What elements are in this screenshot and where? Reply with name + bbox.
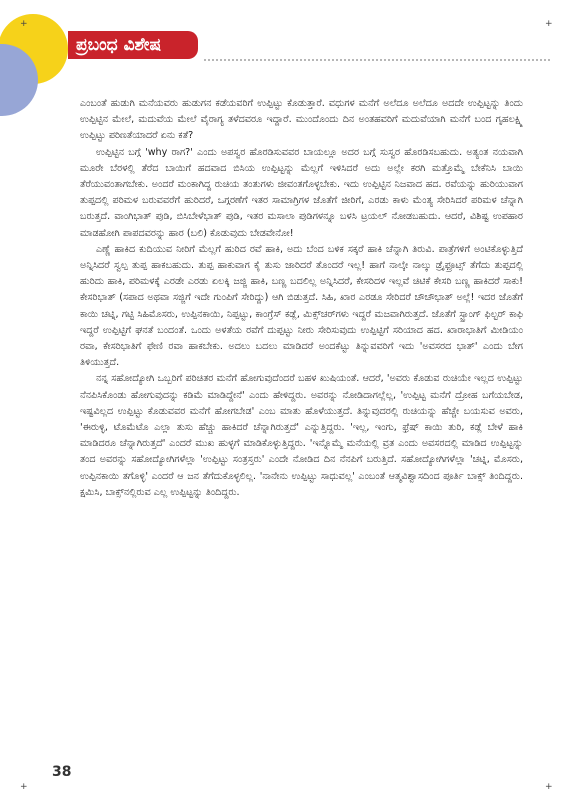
- crop-mark-top-left: +: [20, 19, 28, 29]
- article-body: [80, 96, 523, 501]
- crop-mark-bottom-right: +: [545, 782, 553, 792]
- crop-mark-bottom-left: +: [20, 782, 28, 792]
- header-dotted-rule: [204, 59, 550, 61]
- article-paragraph: ಉಪ್ಪಿಟ್ಟಿನ ಬಗ್ಗೆ 'why ರಾಗ?' ಎಂದು ಅಪಸ್ವರ ಹೊರಡಿಸುವವರ ಬಾಯಲ್ಲೂ ಅದರ ಬಗ್ಗೆ ಸುಸ್ವರ ಹೊರಡಿಸಬಹುದು. ಅತ್ಯಂತ ನಯವಾಗಿ ಮೂರೇ ಬೆರಳಲ್ಲಿ ತೆರೆದ ಬಾಯಿಗೆ ಹದವಾದ ಬಿಸಿಯ ಉಪ್ಪಿಟ್ಟನ್ನು ಮೆಲ್ಲಗೆ ಇಳಿಸಿದರೆ ಅದು ಅಲ್ಲೇ ಕರಗಿ ಮತ್ತೊಮ್ಮೆ ಬೇಕೆನಿಸಿ ಬಾಯಿ ತೆರೆಯುವಂತಾಗಬೇಕು. ಅಂದರೆ ಮಂಕಾಗಿದ್ದ ರುಚಿಯ ತಂತುಗಳು ಜೀವಂತಗೊಳ್ಳಬೇಕು. ಇದು ಉಪ್ಪಿಟ್ಟಿನ ನಿಜವಾದ ಹದ. ರವೆಯನ್ನು ಹುರಿಯುವಾಗ ತುಪ್ಪದಲ್ಲಿ ಪರಿಮಳ ಬರುವವರೆಗೆ ಹುರಿದರೆ, ಒಗ್ಗರಣೆಗೆ ಇತರ ಸಾಮಾಗ್ರಿಗಳ ಜೊತೆಗೆ ಜೀರಿಗೆ, ಎರಡು ಕಾಳು ಮೆಂತ್ಯ ಸೇರಿಸಿದರೆ ಪರಿಮಳ ಚೆನ್ನಾಗಿ ಬರುತ್ತದೆ. ವಾಂಗಿಭಾತ್ ಪುಡಿ, ಬಿಸಿಬೇಳೆಭಾತ್ ಪುಡಿ, ಇತರ ಮಸಾಲಾ ಪುಡಿಗಳನ್ನೂ ಬಳಸಿ ಟ್ರಯಲ್ ನೋಡಬಹುದು. ಆದರೆ, ವಿಶಿಷ್ಟ ಉಪಹಾರ ಮಾಡಹೋಗಿ ಪಾಪದವರನ್ನು ಹಾರ (ಬಲಿ) ಕೊಡುವುದು ಬೇಡವೇನೋ!: [80, 146, 523, 239]
- article-paragraph: ನನ್ನ ಸಹೋದ್ಯೋಗಿ ಒಬ್ಬರಿಗೆ ಪರಿಚಿತರ ಮನೆಗೆ ಹೋಗುವುದೆಂದರೆ ಬಹಳ ಖುಷಿಯಂತೆ. ಆದರೆ, 'ಅವರು ಕೊಡುವ ರುಚಿಯೇ ಇಲ್ಲದ ಉಪ್ಪಿಟ್ಟು ನೆನಪಿಸಿಕೊಂಡು ಹೋಗುವುದನ್ನು ಕಡಿಮೆ ಮಾಡಿದ್ದೇನೆ' ಎಂದು ಹೇಳಿದ್ದರು. ಅವರನ್ನು ನೋಡಿದಾಗಲ್ಲೆಲ್ಲ, 'ಉಪ್ಪಿಟ್ಟ ಮನೆಗೆ ದ್ರೋಹ ಬಗೆಯಬೇಡ, ಇಷ್ಟವಿಲ್ಲದ ಉಪ್ಪಿಟ್ಟು ಕೊಡುವವರ ಮನೆಗೆ ಹೋಗಬೇಡ' ಎಂಬ ಮಾತು ಹೊಳೆಯುತ್ತದೆ. ತಿನ್ನುವುದರಲ್ಲಿ ರುಚಿಯನ್ನು ಹೆಚ್ಚೇ ಬಯಸುವ ಅವರು, 'ಈರುಳ್ಳಿ, ಟೊಮೆಟೊ ಎಲ್ಲಾ ತುಸು ಹೆಚ್ಚು ಹಾಕಿದರೆ ಚೆನ್ನಾಗಿರುತ್ತದೆ' ಎನ್ನುತ್ತಿದ್ದರು. 'ಇಲ್ಲ, ಇಂಗು, ಫ್ರೆಷ್ ಕಾಯಿ ತುರಿ, ಕಡ್ಲೆ ಬೇಳೆ ಹಾಕಿ ಮಾಡಿದರೂ ಚೆನ್ನಾಗಿರುತ್ತದೆ' ಎಂದರೆ ಮುಖ ಹುಳ್ಳಗೆ ಮಾಡಿಕೊಳ್ಳುತ್ತಿದ್ದರು. 'ಇನ್ನೊಮ್ಮೆ ಮನೆಯಲ್ಲಿ ವ್ರತ ಎಂದು ಅವಸರದಲ್ಲಿ ಮಾಡಿದ ಉಪ್ಪಿಟ್ಟನ್ನು ತಂದ ಅವರನ್ನು ಸಹೋದ್ಯೋಗಿಗಳೆಲ್ಲಾ 'ಉಪ್ಪಿಟ್ಟು ಸಂತ್ರಸ್ತರು' ಎಂದೇ ನೋಡಿದ ದಿನ ನೆನಪಿಗೆ ಬರುತ್ತಿದೆ. ಸಹೋದ್ಯೋಗಿಗಳೆಲ್ಲಾ 'ಚಟ್ನಿ, ಮೊಸರು, ಉಪ್ಪಿನಕಾಯಿ ತಗೊಳ್ಳಿ' ಎಂದರೆ ಆ ಜನ ತೆಗೆದುಕೊಳ್ಳಲಿಲ್ಲ. 'ನಾನೇನು ಉಪ್ಪಿಟ್ಟು ಸಾಧುವಲ್ಲ' ಎಂಬಂತೆ ಆತ್ಮವಿಶ್ವಾಸದಿಂದ ಪೂರ್ತಿ ಬಾಕ್ಸ್ ತಿಂದಿದ್ದರು. ಕ್ಷಮಿಸಿ, ಬಾಕ್ಸ್‌ನಲ್ಲಿರುವ ಎಲ್ಲ ಉಪ್ಪಿಟ್ಟನ್ನು ತಿಂದಿದ್ದರು.: [80, 373, 523, 498]
- article-paragraph: ಎಂಬಂತೆ ಹುಡುಗಿ ಮನೆಯವರು ಹುಡುಗನ ಕಡೆಯವರಿಗೆ ಉಪ್ಪಿಟ್ಟು ಕೊಡುತ್ತಾರೆ. ವಧುಗಳ ಮನೆಗೆ ಅಲೆದೂ ಅಲೆದೂ ಅದದೇ ಉಪ್ಪಿಟ್ಟನ್ನು ತಿಂದು ಉಪ್ಪಿಟ್ಟಿನ ಮೇಲೆ, ಮದುವೆಯ ಮೇಲೆ ವೈರಾಗ್ಯ ತಳೆದವರೂ ಇದ್ದಾರೆ. ಮುಂದೊಂದು ದಿನ ಅಂತಹವರಿಗೆ ಮದುವೆಯಾಗಿ ಮನೆಗೆ ಬಂದ ಗೃಹಲಕ್ಷ್ಮಿ ಉಪ್ಪಿಟ್ಟು ಪರಿಣತೆಯಾದರೆ ಏನು ಕತೆ?: [80, 98, 523, 142]
- article-paragraph: ಎಣ್ಣೆ ಹಾಕಿದ ಕುದಿಯುವ ನೀರಿಗೆ ಮೆಲ್ಲಗೆ ಹುರಿದ ರವೆ ಹಾಕಿ, ಅದು ಬೆಂದ ಬಳಿಕ ಸಕ್ಕರೆ ಹಾಕಿ ಚೆನ್ನಾಗಿ ತಿರುವಿ. ಪಾತ್ರೆಗಳಿಗೆ ಅಂಟಿಕೊಳ್ಳುತ್ತಿದೆ ಅನ್ನಿಸಿದರೆ ಸ್ವಲ್ಪ ತುಪ್ಪ ಹಾಕಬಹುದು. ತುಪ್ಪ ಹಾಕುವಾಗ ಕೈ ತುಸು ಜಾರಿದರೆ ತೊಂದರೆ ಇಲ್ಲ! ಹಾಗೆ ನಾಲ್ಕೇ ನಾಲ್ಕು ಡ್ರೈಫ್ರೂಟ್ಸ್ ತೆಗೆದು ತುಪ್ಪದಲ್ಲಿ ಹುರಿದು ಹಾಕಿ, ಪರಿಮಳಕ್ಕೆ ಎರಡೇ ಎರಡು ಏಲಕ್ಕಿ ಜಜ್ಜಿ ಹಾಕಿ, ಬಣ್ಣ ಬದಲಿಲ್ಲ ಅನ್ನಿಸಿದರೆ, ಕೇಸರಿದಳ ಇಲ್ಲವೆ ಚಿಟಿಕೆ ಕೇಸರಿ ಬಣ್ಣ ಹಾಕಿದರೆ ಸಾಕು! ಕೇಸರಿಭಾತ್ (ಸಪಾದ ಅಥವಾ ಸಜ್ಜಿಗೆ ಇದೇ ಗುಂಪಿಗೆ ಸೇರಿದ್ದು) ಆಗಿ ಬಿಡುತ್ತದೆ. ಸಿಹಿ, ಖಾರ ಎರಡೂ ಸೇರಿದರೆ ಚೌಚೌಭಾತ್ ಅಲ್ಲೆ! ಇದರ ಜೊತೆಗೆ ಕಾಯಿ ಚಟ್ನಿ, ಗಟ್ಟಿ ಸಿಹಿಮೊಸರು, ಉಪ್ಪಿನಕಾಯಿ, ನಿಪ್ಪಟ್ಟು, ಕಾಂಗ್ರೆಸ್ ಕಡ್ಲೆ, ಮಿಕ್ಸ್‌ಚರ್‌ಗಳು ಇದ್ದರೆ ಮಜವಾಗಿರುತ್ತದೆ. ಜೊತೆಗೆ ಸ್ಟ್ರಾಂಗ್ ಫಿಲ್ಟರ್ ಕಾಫಿ ಇದ್ದರೆ ಉಪ್ಪಿಟ್ಟಿಗೆ ಘನತೆ ಬಂದಂತೆ. ಒಂದು ಅಳತೆಯ ರವೆಗೆ ದುಪ್ಪಟ್ಟು ನೀರು ಸೇರಿಸುವುದು ಉಪ್ಪಿಟ್ಟಿಗೆ ಸರಿಯಾದ ಹದ. ಖಾರಾಭಾತಿಗೆ ಮೀಡಿಯಂ ರವಾ, ಕೇಸರಿಭಾತಿಗೆ ಫೇಣಿ ರವಾ ಹಾಕಬೇಕು. ಅದಲು ಬದಲು ಮಾಡಿದರೆ ಅಂದಕೆಟ್ಟು ತಿನ್ನುವವರಿಗೆ ಇದು 'ಅವಸರದ ಭಾತ್' ಎಂದು ಬೇಗ ತಿಳಿಯುತ್ತದೆ.: [80, 243, 523, 369]
- page-number: 38: [52, 764, 72, 780]
- section-title: ಪ್ರಬಂಧ ವಿಶೇಷ: [68, 31, 198, 59]
- crop-mark-top-right: +: [545, 19, 553, 29]
